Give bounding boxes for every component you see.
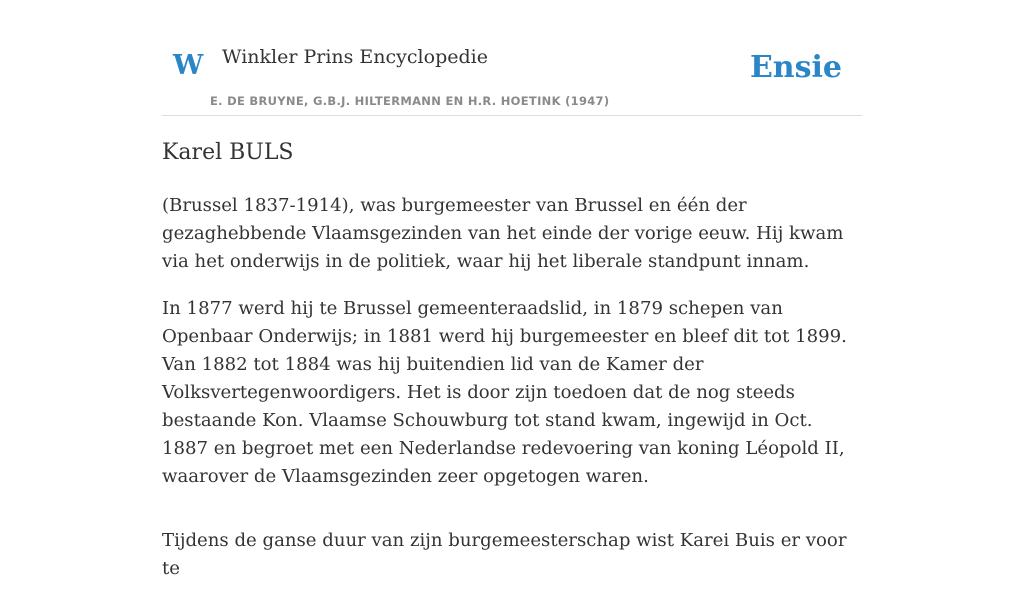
article-paragraph-2: In 1877 werd hij te Brussel gemeenteraadslid, in 1879 schepen van Openbaar Onderwijs; in 1881 werd hij burgemeester en bleef dit tot 1899. Van 1882 tot 1884 was hij buitendien lid van de Kamer der Volksvertegenwoordigers. Het is door zijn toedoen dat de nog steeds bestaande Kon. Vlaamse Schouwburg tot stand kwam, ingewijd in Oct. 1887 en begroet met een Nederlandse redevoering van koning Léopold II, waarover de Vlaamsgezinden zeer opgetogen waren.	[162, 298, 847, 487]
ensie-brand-logo[interactable]: Ensie	[749, 50, 842, 85]
authors-line: E. DE BRUYNE, G.B.J. HILTERMANN EN H.R. HOETINK (1947)	[210, 94, 610, 108]
site-header	[162, 40, 862, 116]
winkler-prins-logo-icon[interactable]: W	[173, 50, 204, 81]
article-body	[162, 192, 862, 602]
article-paragraph-3: Tijdens de ganse duur van zijn burgemeesterschap wist Karei Buis er voor te	[162, 530, 847, 579]
article-title: Karel BULS	[162, 140, 294, 165]
article-paragraph-1: (Brussel 1837-1914), was burgemeester van Brussel en één der gezaghebbende Vlaamsgezinden van het einde der vorige eeuw. Hij kwam via het onderwijs in de politiek, waar hij het liberale standpunt innam.	[162, 195, 844, 272]
encyclopedia-title[interactable]: Winkler Prins Encyclopedie	[222, 46, 488, 68]
